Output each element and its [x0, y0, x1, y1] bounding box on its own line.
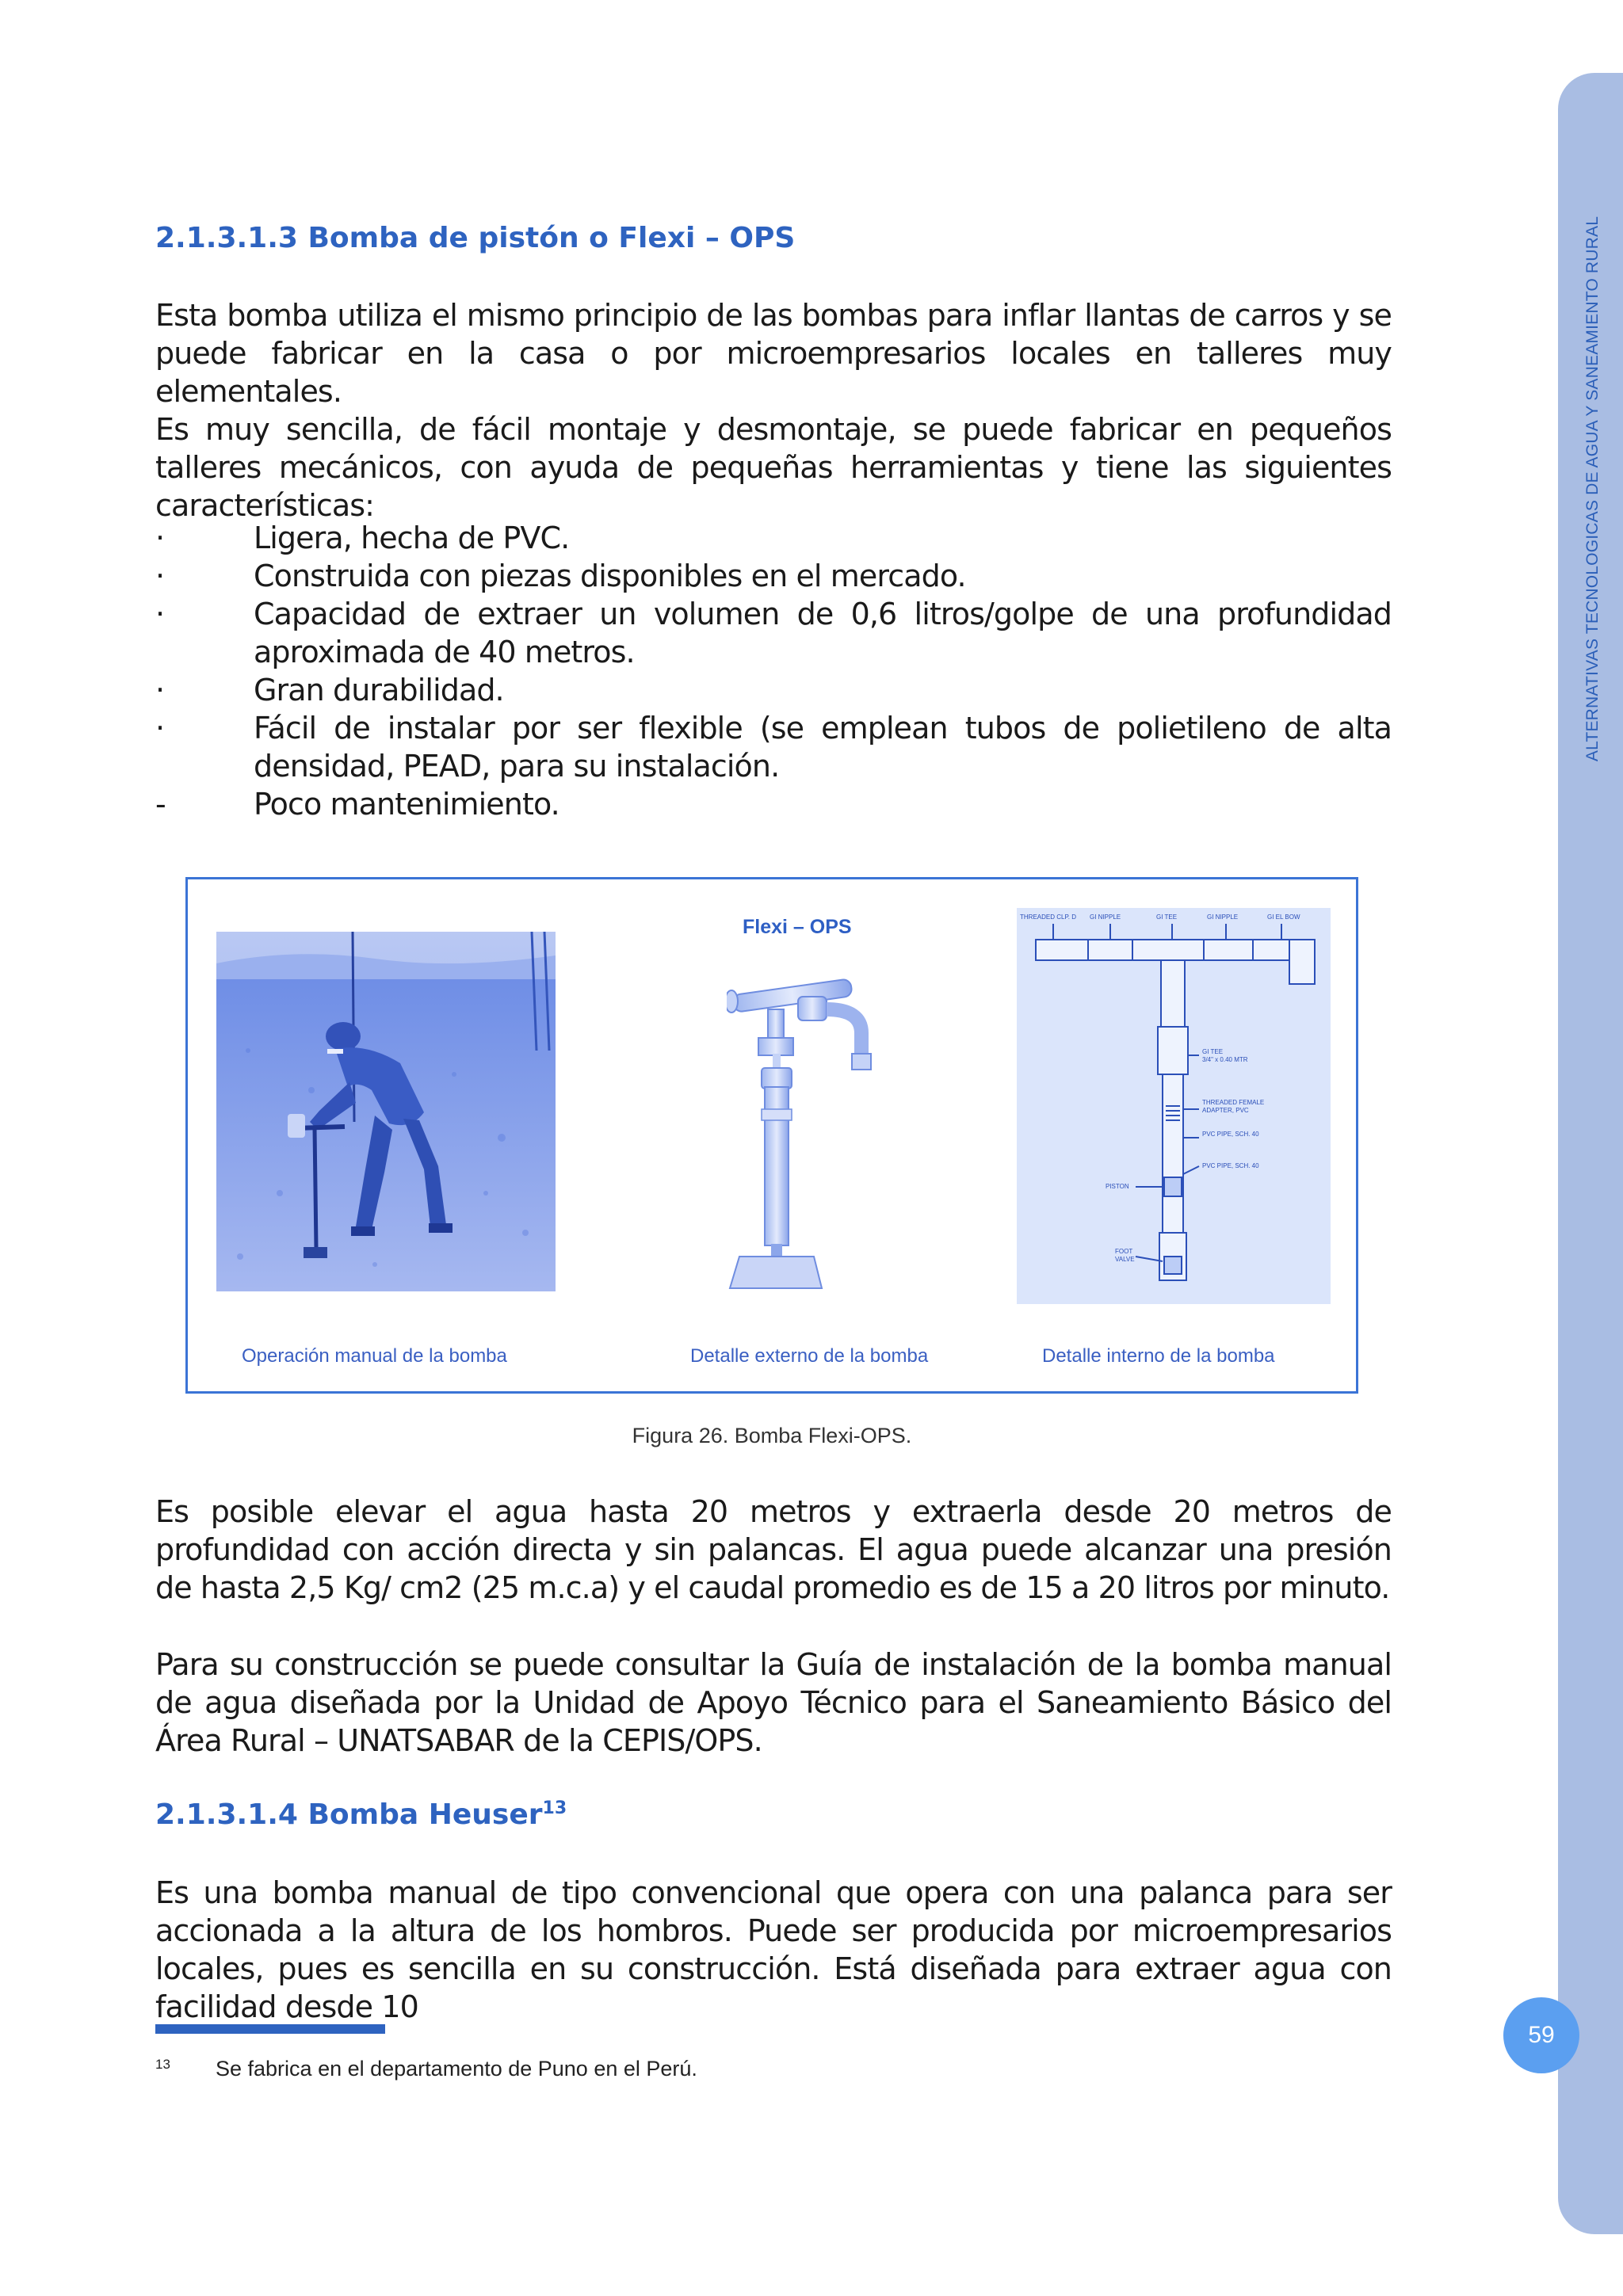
pump-internal-diagram — [1017, 908, 1331, 1304]
section-heading-flexi: 2.1.3.1.3 Bomba de pistón o Flexi – OPS — [155, 222, 796, 254]
internal-detail-caption: Detalle interno de la bomba — [1042, 1345, 1275, 1367]
external-detail-caption: Detalle externo de la bomba — [690, 1345, 929, 1367]
list-item: · Gran durabilidad. — [155, 673, 504, 707]
svg-text:PVC PIPE, SCH. 40: PVC PIPE, SCH. 40 — [1202, 1162, 1259, 1169]
section-heading-heuser: 2.1.3.1.4 Bomba Heuser$^{13}$ — [155, 1798, 567, 1831]
paragraph: Esta bomba utiliza el mismo principio de las bombas para inflar llantas de carros y se puede fabricar en la casa o por microempresarios locales en talleres muy elementales. — [155, 298, 1392, 409]
svg-text:VALVE: VALVE — [1115, 1256, 1135, 1263]
figure-title: Flexi – OPS — [743, 916, 852, 938]
svg-text:THREADED CLP. D: THREADED CLP. D — [1020, 913, 1076, 921]
svg-text:GI NIPPLE: GI NIPPLE — [1090, 913, 1121, 921]
svg-text:PVC PIPE, SCH. 40: PVC PIPE, SCH. 40 — [1202, 1131, 1259, 1138]
footnote-text: Se fabrica en el departamento de Puno en el Perú. — [216, 2057, 697, 2081]
svg-text:FOOT: FOOT — [1115, 1248, 1133, 1255]
pump-external-illustration — [727, 974, 909, 1291]
svg-text:PISTON: PISTON — [1106, 1183, 1129, 1190]
footnote — [155, 2057, 697, 2081]
svg-text:ADAPTER, PVC: ADAPTER, PVC — [1202, 1107, 1249, 1114]
svg-text:3/4" x 0.40 MTR: 3/4" x 0.40 MTR — [1202, 1056, 1248, 1063]
paragraph: Es una bomba manual de tipo convencional que opera con una palanca para ser accionada a la altura de los hombros. Puede ser producida por microempresarios locales, pues es sencilla en su construcción. Está diseñada para extraer agua con facilidad desde 10 — [155, 1875, 1392, 2024]
paragraph: Para su construcción se puede consultar la Guía de instalación de la bomba manual de agua diseñada por la Unidad de Apoyo Técnico para el Saneamiento Básico del Área Rural – UNATSABAR de la CEPIS/OPS. — [155, 1647, 1392, 1758]
paragraph: Es muy sencilla, de fácil montaje y desmontaje, se puede fabricar en pequeños talleres mecánicos, con ayuda de pequeñas herramientas y tiene las siguientes características: — [155, 412, 1392, 523]
list-item: · Capacidad de extraer un volumen de 0,6 litros/golpe de una profundidad aproximada de 40 metros. — [155, 597, 1392, 669]
photo-manual-operation — [216, 932, 556, 1291]
list-item: · Ligera, hecha de PVC. — [155, 521, 570, 555]
page-number-badge: 59 — [1503, 1997, 1579, 2073]
svg-text:GI TEE: GI TEE — [1202, 1048, 1224, 1055]
svg-text:GI TEE: GI TEE — [1156, 913, 1178, 921]
svg-text:THREADED FEMALE: THREADED FEMALE — [1202, 1099, 1265, 1106]
svg-text:GI NIPPLE: GI NIPPLE — [1207, 913, 1239, 921]
list-item: · Fácil de instalar por ser flexible (se emplean tubos de polietileno de alta densidad, PEAD, para su instalación. — [155, 711, 1392, 784]
feature-list — [155, 519, 1392, 823]
photo-caption: Operación manual de la bomba — [242, 1345, 507, 1367]
figure-flexi-ops — [185, 877, 1358, 1394]
footnote-number: 13 — [155, 2057, 170, 2072]
list-item: - Poco mantenimiento. — [155, 787, 559, 822]
paragraph: Es posible elevar el agua hasta 20 metros y extraerla desde 20 metros de profundidad con acción directa y sin palancas. El agua puede alcanzar una presión de hasta 2,5 Kg/ cm2 (25 m.c.a) y el caudal promedio es de 15 a 20 litros por minuto. — [155, 1494, 1392, 1605]
figure-caption: Figura 26. Bomba Flexi-OPS. — [632, 1424, 912, 1447]
list-item: · Construida con piezas disponibles en el mercado. — [155, 559, 966, 593]
footnote-divider — [155, 2024, 385, 2034]
svg-text:GI EL BOW: GI EL BOW — [1267, 913, 1300, 921]
footnote-ref: 13 — [542, 1798, 567, 1818]
